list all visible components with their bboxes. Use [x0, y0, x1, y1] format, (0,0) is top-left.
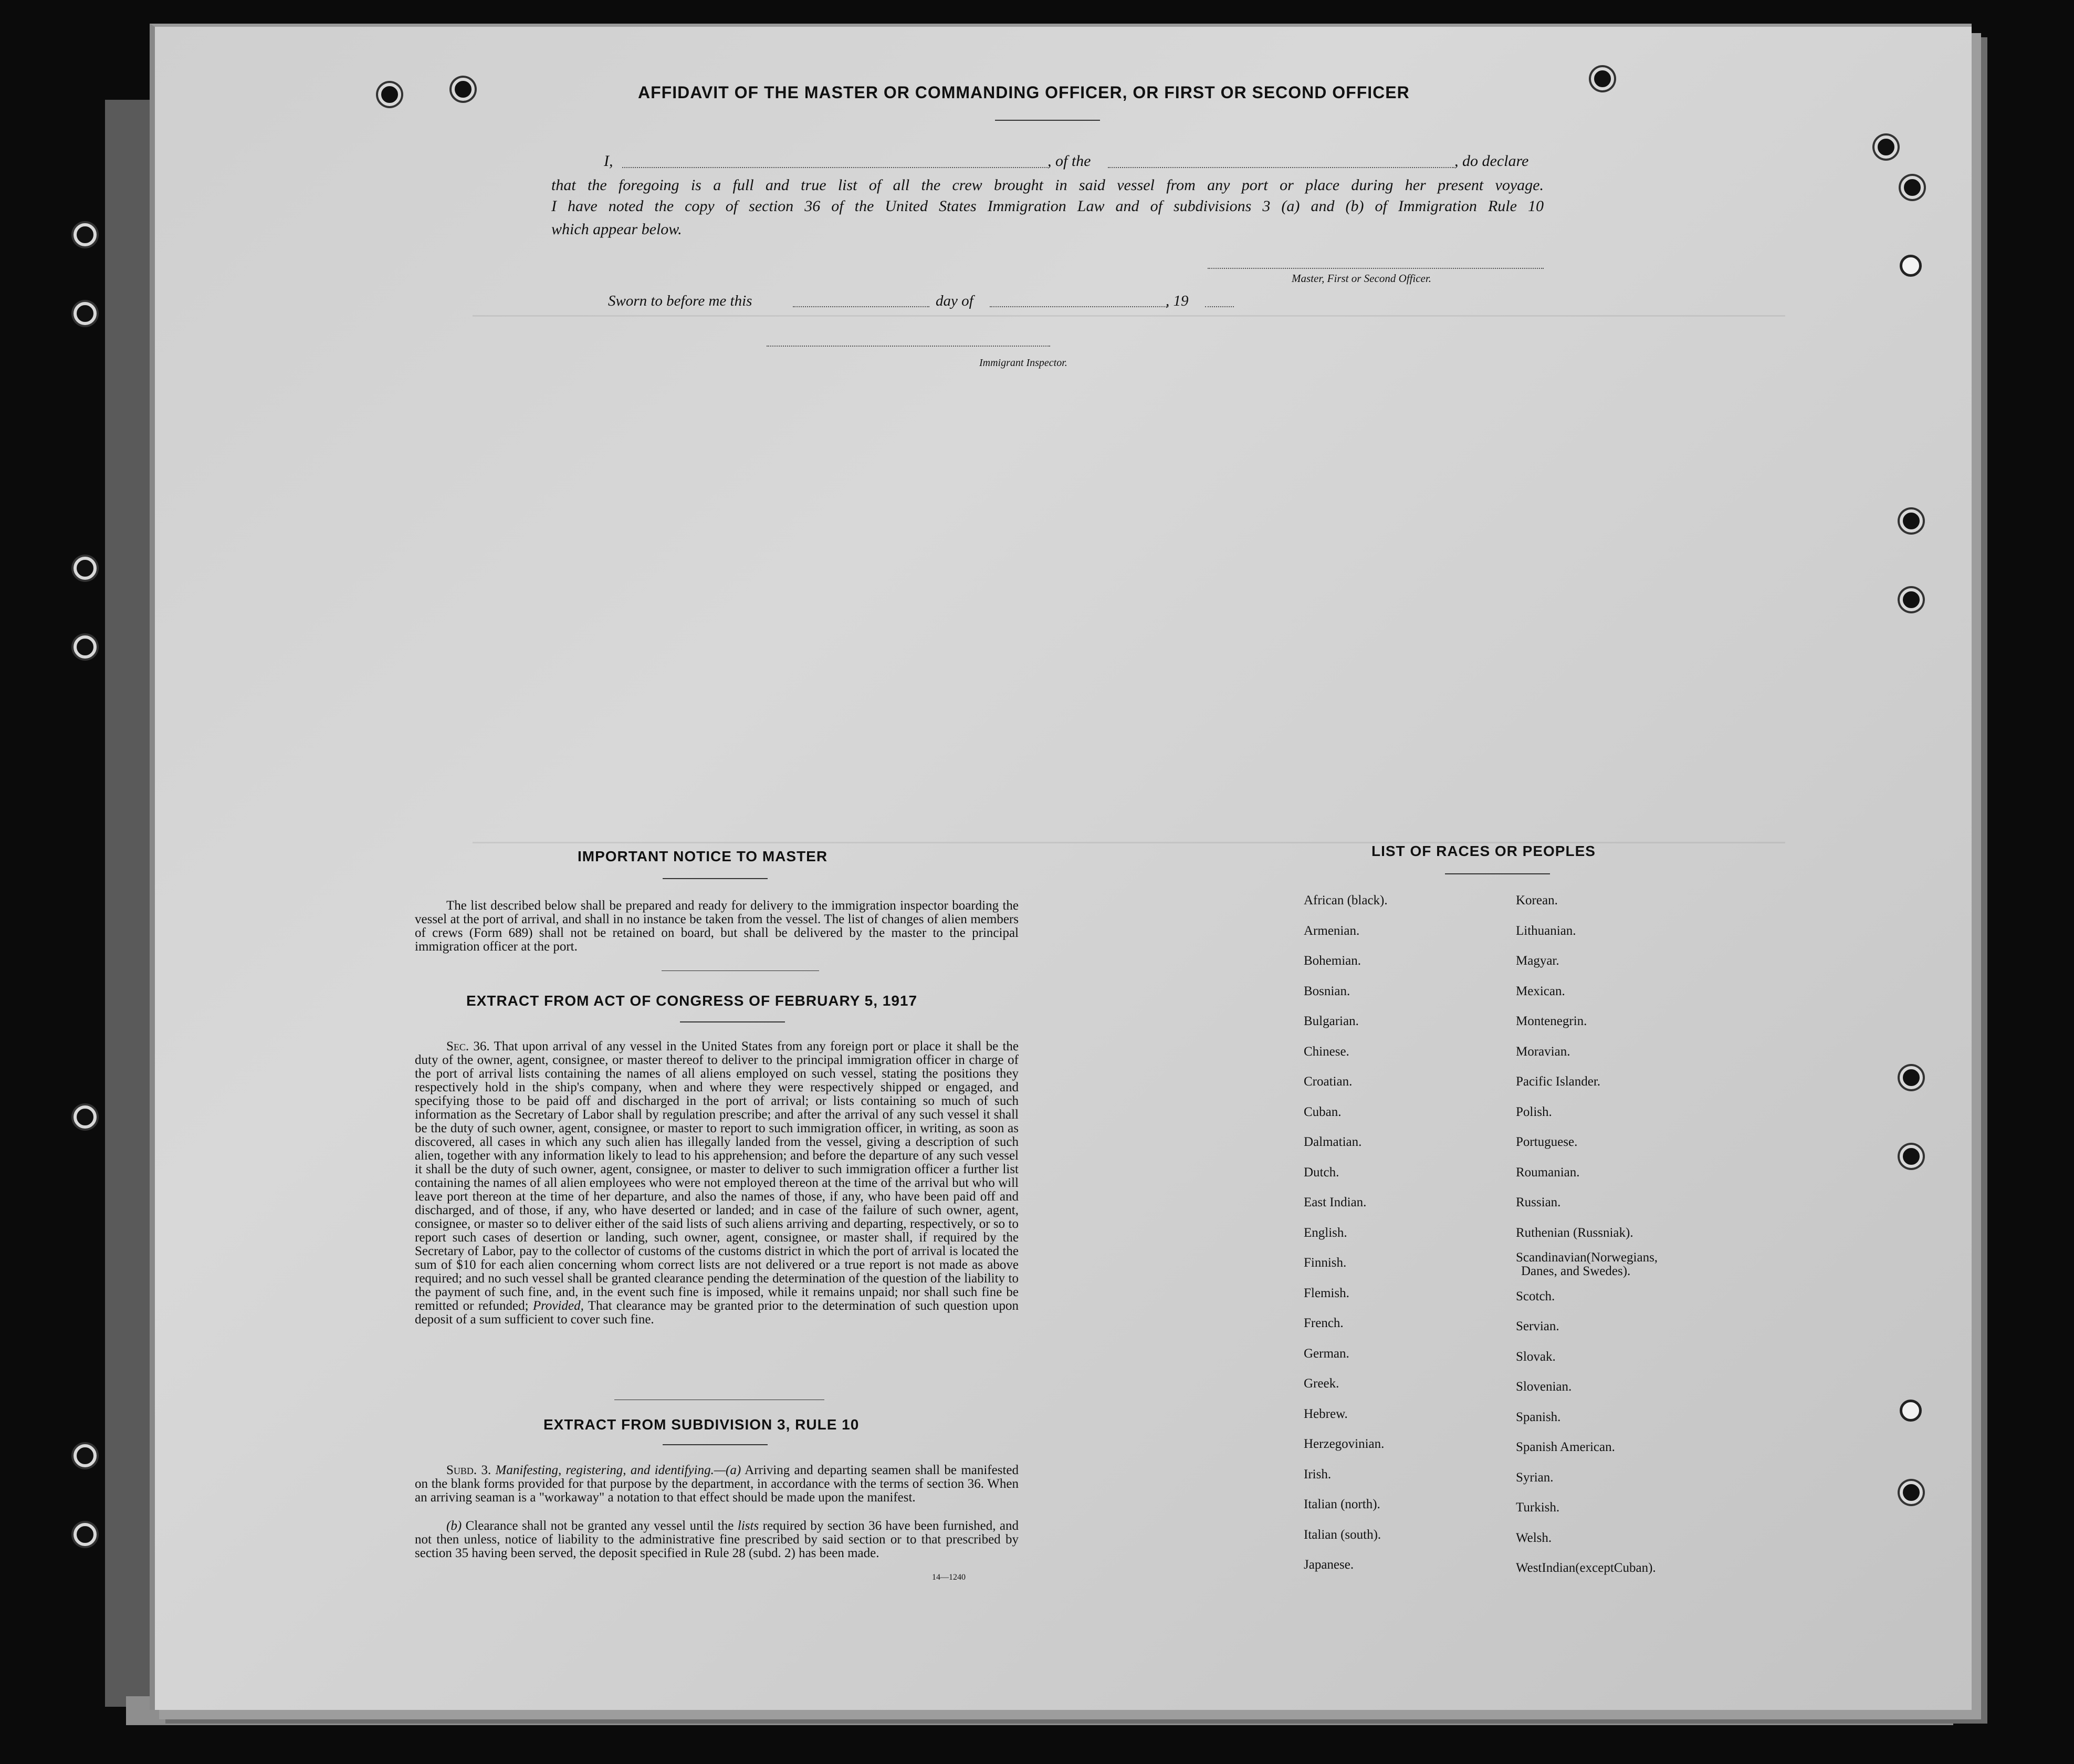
affidavit-of-the: , of the	[1048, 152, 1091, 170]
race-item: Mexican.	[1516, 984, 1565, 998]
name-field[interactable]	[622, 167, 1048, 168]
race-item: Moravian.	[1516, 1044, 1570, 1059]
race-item: Armenian.	[1304, 923, 1360, 938]
race-item: Roumanian.	[1516, 1165, 1580, 1180]
race-item: German.	[1304, 1346, 1349, 1361]
race-item: Slovenian.	[1516, 1380, 1572, 1394]
notice-title: IMPORTANT NOTICE TO MASTER	[578, 848, 828, 864]
section-36-text	[415, 1040, 1019, 1327]
subd-3-text	[415, 1464, 1019, 1505]
race-item: Bohemian.	[1304, 954, 1361, 968]
extract-act-underline	[680, 1021, 785, 1022]
notice-text: The list described below shall be prepared and ready for delivery to the immigration inspector boarding the vessel at the port of arrival, and shall in no instance be taken from the vessel. The list of changes of alien members of crews (Form 689) shall not be retained on board, but shall be delivered by the master to the principal immigration officer at the port.	[415, 899, 1019, 954]
race-item: Servian.	[1516, 1319, 1559, 1333]
race-item: WestIndian(exceptCuban).	[1516, 1561, 1656, 1575]
race-item: Scandinavian(Norwegians, Danes, and Swedes).	[1516, 1250, 1658, 1278]
race-item: Polish.	[1516, 1104, 1552, 1119]
binder-hole	[1900, 1400, 1922, 1422]
title-underline	[995, 120, 1100, 121]
affidavit-line-3: I have noted the copy of section 36 of the United States Immigration Law and of subdivisions 3 (a) and (b) of Immigration Rule 10	[551, 197, 1544, 215]
binder-hole	[74, 1105, 97, 1129]
race-item: Welsh.	[1516, 1530, 1552, 1545]
affidavit-i: I,	[604, 152, 613, 170]
race-item: Chinese.	[1304, 1044, 1349, 1059]
race-item: Bulgarian.	[1304, 1014, 1359, 1028]
race-item-continuation: Danes, and Swedes).	[1521, 1264, 1631, 1278]
race-item: Dutch.	[1304, 1165, 1339, 1180]
sworn-month-field[interactable]	[990, 306, 1168, 307]
race-item: Hebrew.	[1304, 1406, 1348, 1421]
part-b-1: Clearance shall not be granted any vessel until the	[465, 1519, 734, 1533]
officer-signature-field[interactable]	[1208, 268, 1544, 269]
race-item: Italian (north).	[1304, 1497, 1380, 1511]
subd-label: Subd. 3.	[446, 1463, 491, 1477]
races-left-column	[1304, 885, 1388, 1580]
races-right-column	[1516, 885, 1658, 1583]
binder-hole	[1874, 135, 1898, 159]
sec-label: Sec. 36.	[446, 1039, 490, 1053]
binder-hole	[1591, 67, 1614, 90]
binder-hole	[1900, 588, 1923, 611]
race-item: Irish.	[1304, 1467, 1332, 1481]
race-item: Syrian.	[1516, 1470, 1554, 1485]
extract-rule-title: EXTRACT FROM SUBDIVISION 3, RULE 10	[543, 1416, 860, 1433]
race-item: Bosnian.	[1304, 984, 1350, 998]
race-item: Spanish.	[1516, 1410, 1561, 1424]
separator	[662, 970, 819, 971]
binder-hole	[1900, 255, 1922, 277]
provided-word: Provided,	[532, 1299, 584, 1313]
race-item: Finnish.	[1304, 1256, 1347, 1270]
binder-hole	[452, 78, 475, 101]
race-item: Portuguese.	[1516, 1135, 1578, 1149]
part-b-text	[415, 1519, 1019, 1560]
race-item: East Indian.	[1304, 1195, 1367, 1209]
binder-hole	[74, 1523, 97, 1546]
part-a-label: —(a)	[714, 1463, 741, 1477]
part-b-label: (b)	[446, 1519, 462, 1533]
race-item: Ruthenian (Russniak).	[1516, 1225, 1633, 1240]
day-of-label: day of	[936, 293, 973, 309]
race-item: Flemish.	[1304, 1286, 1349, 1300]
race-item: Magyar.	[1516, 954, 1559, 968]
binder-hole	[1900, 1066, 1923, 1089]
affidavit-declare: , do declare	[1454, 152, 1529, 170]
extract-act-title: EXTRACT FROM ACT OF CONGRESS OF FEBRUARY 5, 1917	[466, 993, 918, 1009]
race-item: Scotch.	[1516, 1289, 1555, 1303]
race-item: Italian (south).	[1304, 1527, 1381, 1542]
affidavit-line-4: which appear below.	[551, 221, 682, 238]
race-item: Greek.	[1304, 1376, 1339, 1391]
binder-hole	[74, 635, 97, 659]
notice-underline	[663, 878, 768, 879]
lists-word: lists	[737, 1519, 759, 1533]
race-item: Cuban.	[1304, 1104, 1342, 1119]
form-number: 14—1240	[932, 1573, 966, 1582]
sworn-text: Sworn to before me this	[608, 293, 752, 309]
officer-label: Master, First or Second Officer.	[1292, 272, 1431, 285]
race-item: Herzegovinian.	[1304, 1437, 1385, 1451]
affidavit-title: AFFIDAVIT OF THE MASTER OR COMMANDING OFFICER, OR FIRST OR SECOND OFFICER	[638, 83, 1410, 102]
part-b-2: required by section 36 have been furnished, and not then unless, notice of liability to the administrative fine prescribed by said section or to that prescribed by section 35 having been served, the deposit specified in Rule 28 (subd. 2) has been made.	[415, 1519, 1019, 1560]
subd-heading: Manifesting, registering, and identifying.	[495, 1463, 714, 1477]
vessel-field[interactable]	[1108, 167, 1454, 168]
inspector-label: Immigrant Inspector.	[979, 357, 1067, 369]
sworn-year-field[interactable]	[1205, 306, 1234, 307]
document-page	[150, 24, 1972, 1710]
races-underline	[1445, 873, 1550, 874]
race-item: Russian.	[1516, 1195, 1561, 1209]
binder-hole	[74, 302, 97, 325]
binder-hole	[1900, 1481, 1923, 1504]
race-item: Spanish American.	[1516, 1440, 1615, 1454]
race-item: Dalmatian.	[1304, 1135, 1362, 1149]
race-item: Slovak.	[1516, 1349, 1556, 1364]
binder-hole	[74, 1444, 97, 1467]
race-item: Croatian.	[1304, 1074, 1353, 1089]
extract-rule-underline	[663, 1444, 768, 1445]
race-item: Turkish.	[1516, 1500, 1560, 1515]
bleed-through-table	[473, 315, 1785, 843]
race-item: Montenegrin.	[1516, 1014, 1587, 1028]
binder-hole	[74, 223, 97, 246]
race-item: Japanese.	[1304, 1558, 1354, 1572]
binder-hole	[378, 83, 401, 106]
sworn-day-field[interactable]	[793, 306, 929, 307]
part-a-text: Arriving and departing seamen shall be manifested on the blank forms provided for that purpose by the department, in accordance with the terms of section 36. When an arriving seaman is a "workaway" a notation to that effect should be made upon the manifest.	[415, 1463, 1019, 1505]
sec-body-end: That clearance may be granted prior to the determination of such question upon deposit of a sum sufficient to cover such fine.	[415, 1299, 1019, 1327]
binder-hole	[1900, 1145, 1923, 1168]
sec-body: That upon arrival of any vessel in the United States from any foreign port or place it shall be the duty of the owner, agent, consignee, or master thereof to deliver to the principal immigration officer in charge of the port of arrival lists containing the names of all aliens employed on such vessel, stating the positions they respectively hold in the ship's company, when and where they were respectively shipped or engaged, and specifying those to be paid off and discharged in the port of arrival; or lists containing so much of such information as the Secretary of Labor shall by regulation prescribe; and after the arrival of any such vessel it shall be the duty of such owner, agent, consignee, or master to report to such immigration officer, in writing, as soon as discovered, all cases in which any such alien has illegally landed from the vessel, giving a description of such alien, together with any information likely to lead to his apprehension; and before the departure of any such vessel it shall be the duty of such owner, agent, consignee, or master to deliver to such immigration officer a further list containing the names of all alien employees who were not employed thereon at the time of the arrival but who will leave port thereon at the time of her departure, and also the names of those, if any, who have been paid off and discharged, and of those, if any, who have deserted or landed; and in case of the failure of such owner, agent, consignee, or master so to deliver either of the said lists of such aliens arriving and departing, respectively, or so to report such cases of desertion or landing, such owner, agent, consignee, or master shall, if required by the Secretary of Labor, pay to the collector of customs of the customs district in which the port of arrival is located the sum of $10 for each alien concerning whom correct lists are not delivered or a true report is not made as above required; and no such vessel shall be granted clearance pending the determination of the question of the liability to the payment of such fine, and, in the event such fine is imposed, while it remains unpaid; nor shall such fine be remitted or refunded;	[415, 1039, 1019, 1313]
binder-hole	[1900, 509, 1923, 533]
binder-hole	[1901, 176, 1924, 199]
race-item: Lithuanian.	[1516, 923, 1576, 938]
race-item: English.	[1304, 1225, 1347, 1240]
race-item: French.	[1304, 1316, 1344, 1330]
race-item: Pacific Islander.	[1516, 1074, 1601, 1089]
race-item: Korean.	[1516, 893, 1558, 907]
year-prefix: , 19	[1166, 293, 1189, 309]
binder-hole	[74, 557, 97, 580]
race-item: African (black).	[1304, 893, 1388, 907]
affidavit-line-2: that the foregoing is a full and true list of all the crew brought in said vessel from any port or place during her present voyage.	[551, 176, 1544, 194]
inspector-signature-field[interactable]	[767, 346, 1050, 347]
races-title: LIST OF RACES OR PEOPLES	[1371, 843, 1596, 859]
